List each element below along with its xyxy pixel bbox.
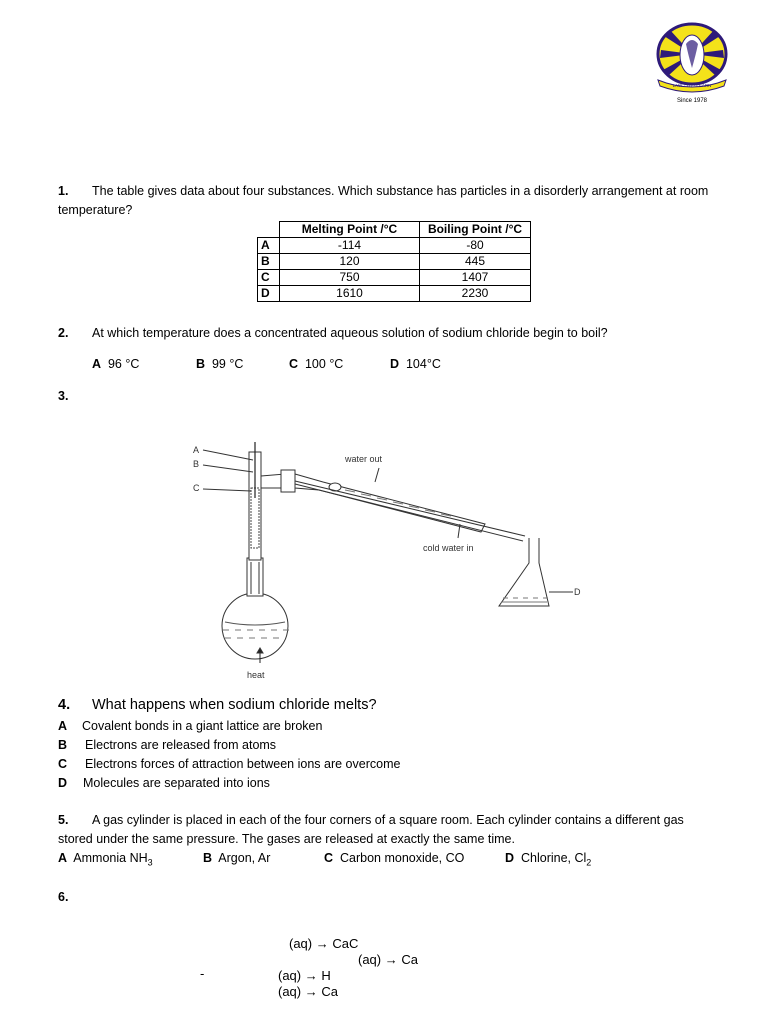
q4-option-c[interactable] [58,757,400,771]
equation-3 [278,968,331,983]
option-text: Carbon monoxide, CO [339,851,465,865]
row-label: D [258,286,280,302]
option-letter: C [324,851,334,865]
table-row [258,286,531,302]
melting-point-cell: 1610 [280,286,420,302]
equation-arrow: → [315,936,329,951]
option-letter: D [58,776,68,790]
option-text: Ammonia NH [73,851,148,865]
q1-text-line1: The table gives data about four substances. Which substance has particles in a disorderly arrangement at room [92,184,709,198]
equation-left: (aq) [289,936,313,951]
table-header-melting: Melting Point /°C [280,222,420,238]
equation-4 [278,984,338,999]
option-text: 99 °C [211,357,244,371]
table-header-row [258,222,531,238]
q1-number: 1. [58,184,69,198]
q5-number: 5. [58,813,69,827]
equation-dash: - [200,966,205,981]
option-text: Molecules are separated into ions [83,776,270,790]
row-label: C [258,270,280,286]
melting-point-cell: 120 [280,254,420,270]
option-text: 104°C [405,357,441,371]
q5-option-d[interactable] [505,851,591,868]
boiling-point-cell: -80 [420,238,531,254]
logo-tagline: Since 1978 [676,98,708,104]
option-text: Chlorine, Cl [520,851,587,865]
option-letter: B [203,851,213,865]
equation-1 [289,936,358,951]
q2-option-d[interactable] [390,357,441,371]
option-letter: D [390,357,400,371]
option-letter: C [289,357,299,371]
label-a: A [193,445,200,455]
q4-text: What happens when sodium chloride melts? [92,697,377,713]
table-row [258,270,531,286]
q2-option-b[interactable] [196,357,243,371]
option-letter: D [505,851,515,865]
q6-number: 6. [58,890,69,904]
q1-text-line2: temperature? [58,203,133,217]
equation-right: Ca [321,984,338,999]
q5-option-a[interactable] [58,851,153,868]
q2-number: 2. [58,326,69,340]
option-text: Argon, Ar [218,851,271,865]
option-text: Electrons are released from atoms [85,738,277,752]
q5-option-b[interactable] [203,851,270,865]
boiling-point-cell: 2230 [420,286,531,302]
option-subscript: 2 [586,857,592,868]
option-text: 100 °C [304,357,344,371]
q2-option-c[interactable] [289,357,343,371]
equation-left: (aq) [358,952,382,967]
equation-arrow: → [304,968,318,983]
equation-left: (aq) [278,984,302,999]
option-text: Electrons forces of attraction between ions are overcome [85,757,401,771]
q4-number: 4. [58,697,71,713]
option-letter: A [92,357,102,371]
option-letter: B [196,357,206,371]
label-d: D [574,587,581,597]
equation-right: H [321,968,331,983]
table-header-boiling: Boiling Point /°C [420,222,531,238]
q3-number: 3. [58,389,69,403]
row-label: B [258,254,280,270]
label-b: B [193,459,200,469]
distillation-apparatus-diagram [185,438,605,683]
option-letter: C [58,757,68,771]
option-text: 96 °C [107,357,140,371]
option-letter: A [58,851,68,865]
q5-text-line1: A gas cylinder is placed in each of the four corners of a square room. Each cylinder contains a different gas [92,813,684,827]
cold-water-in-label: cold water in [423,543,474,553]
water-out-label: water out [345,454,383,464]
melting-point-cell: -114 [280,238,420,254]
option-subscript: 3 [147,857,153,868]
row-label: A [258,238,280,254]
q5-text-line2: stored under the same pressure. The gases are released at exactly the same time. [58,832,515,846]
q4-option-a[interactable] [58,719,322,733]
school-logo [650,22,734,106]
table-header-empty [258,222,280,238]
table-row [258,254,531,270]
q4-option-d[interactable] [58,776,270,790]
logo-motto: LAW · TO · LEARN [672,83,712,88]
q2-text: At which temperature does a concentrated aqueous solution of sodium chloride begin to boil? [92,326,608,340]
equation-arrow: → [384,952,398,967]
equation-arrow: → [304,984,318,999]
boiling-point-cell: 1407 [420,270,531,286]
q2-option-a[interactable] [92,357,139,371]
label-c: C [193,483,200,493]
option-letter: A [58,719,68,733]
equation-2 [358,952,418,967]
q4-option-b[interactable] [58,738,276,752]
q5-option-c[interactable] [324,851,464,865]
table-row [258,238,531,254]
option-letter: B [58,738,68,752]
equation-right: CaC [332,936,359,951]
equation-right: Ca [401,952,418,967]
boiling-point-cell: 445 [420,254,531,270]
heat-label: heat [247,670,265,680]
equation-left: (aq) [278,968,302,983]
melting-point-cell: 750 [280,270,420,286]
substance-data-table [257,221,531,302]
option-text: Covalent bonds in a giant lattice are broken [82,719,323,733]
